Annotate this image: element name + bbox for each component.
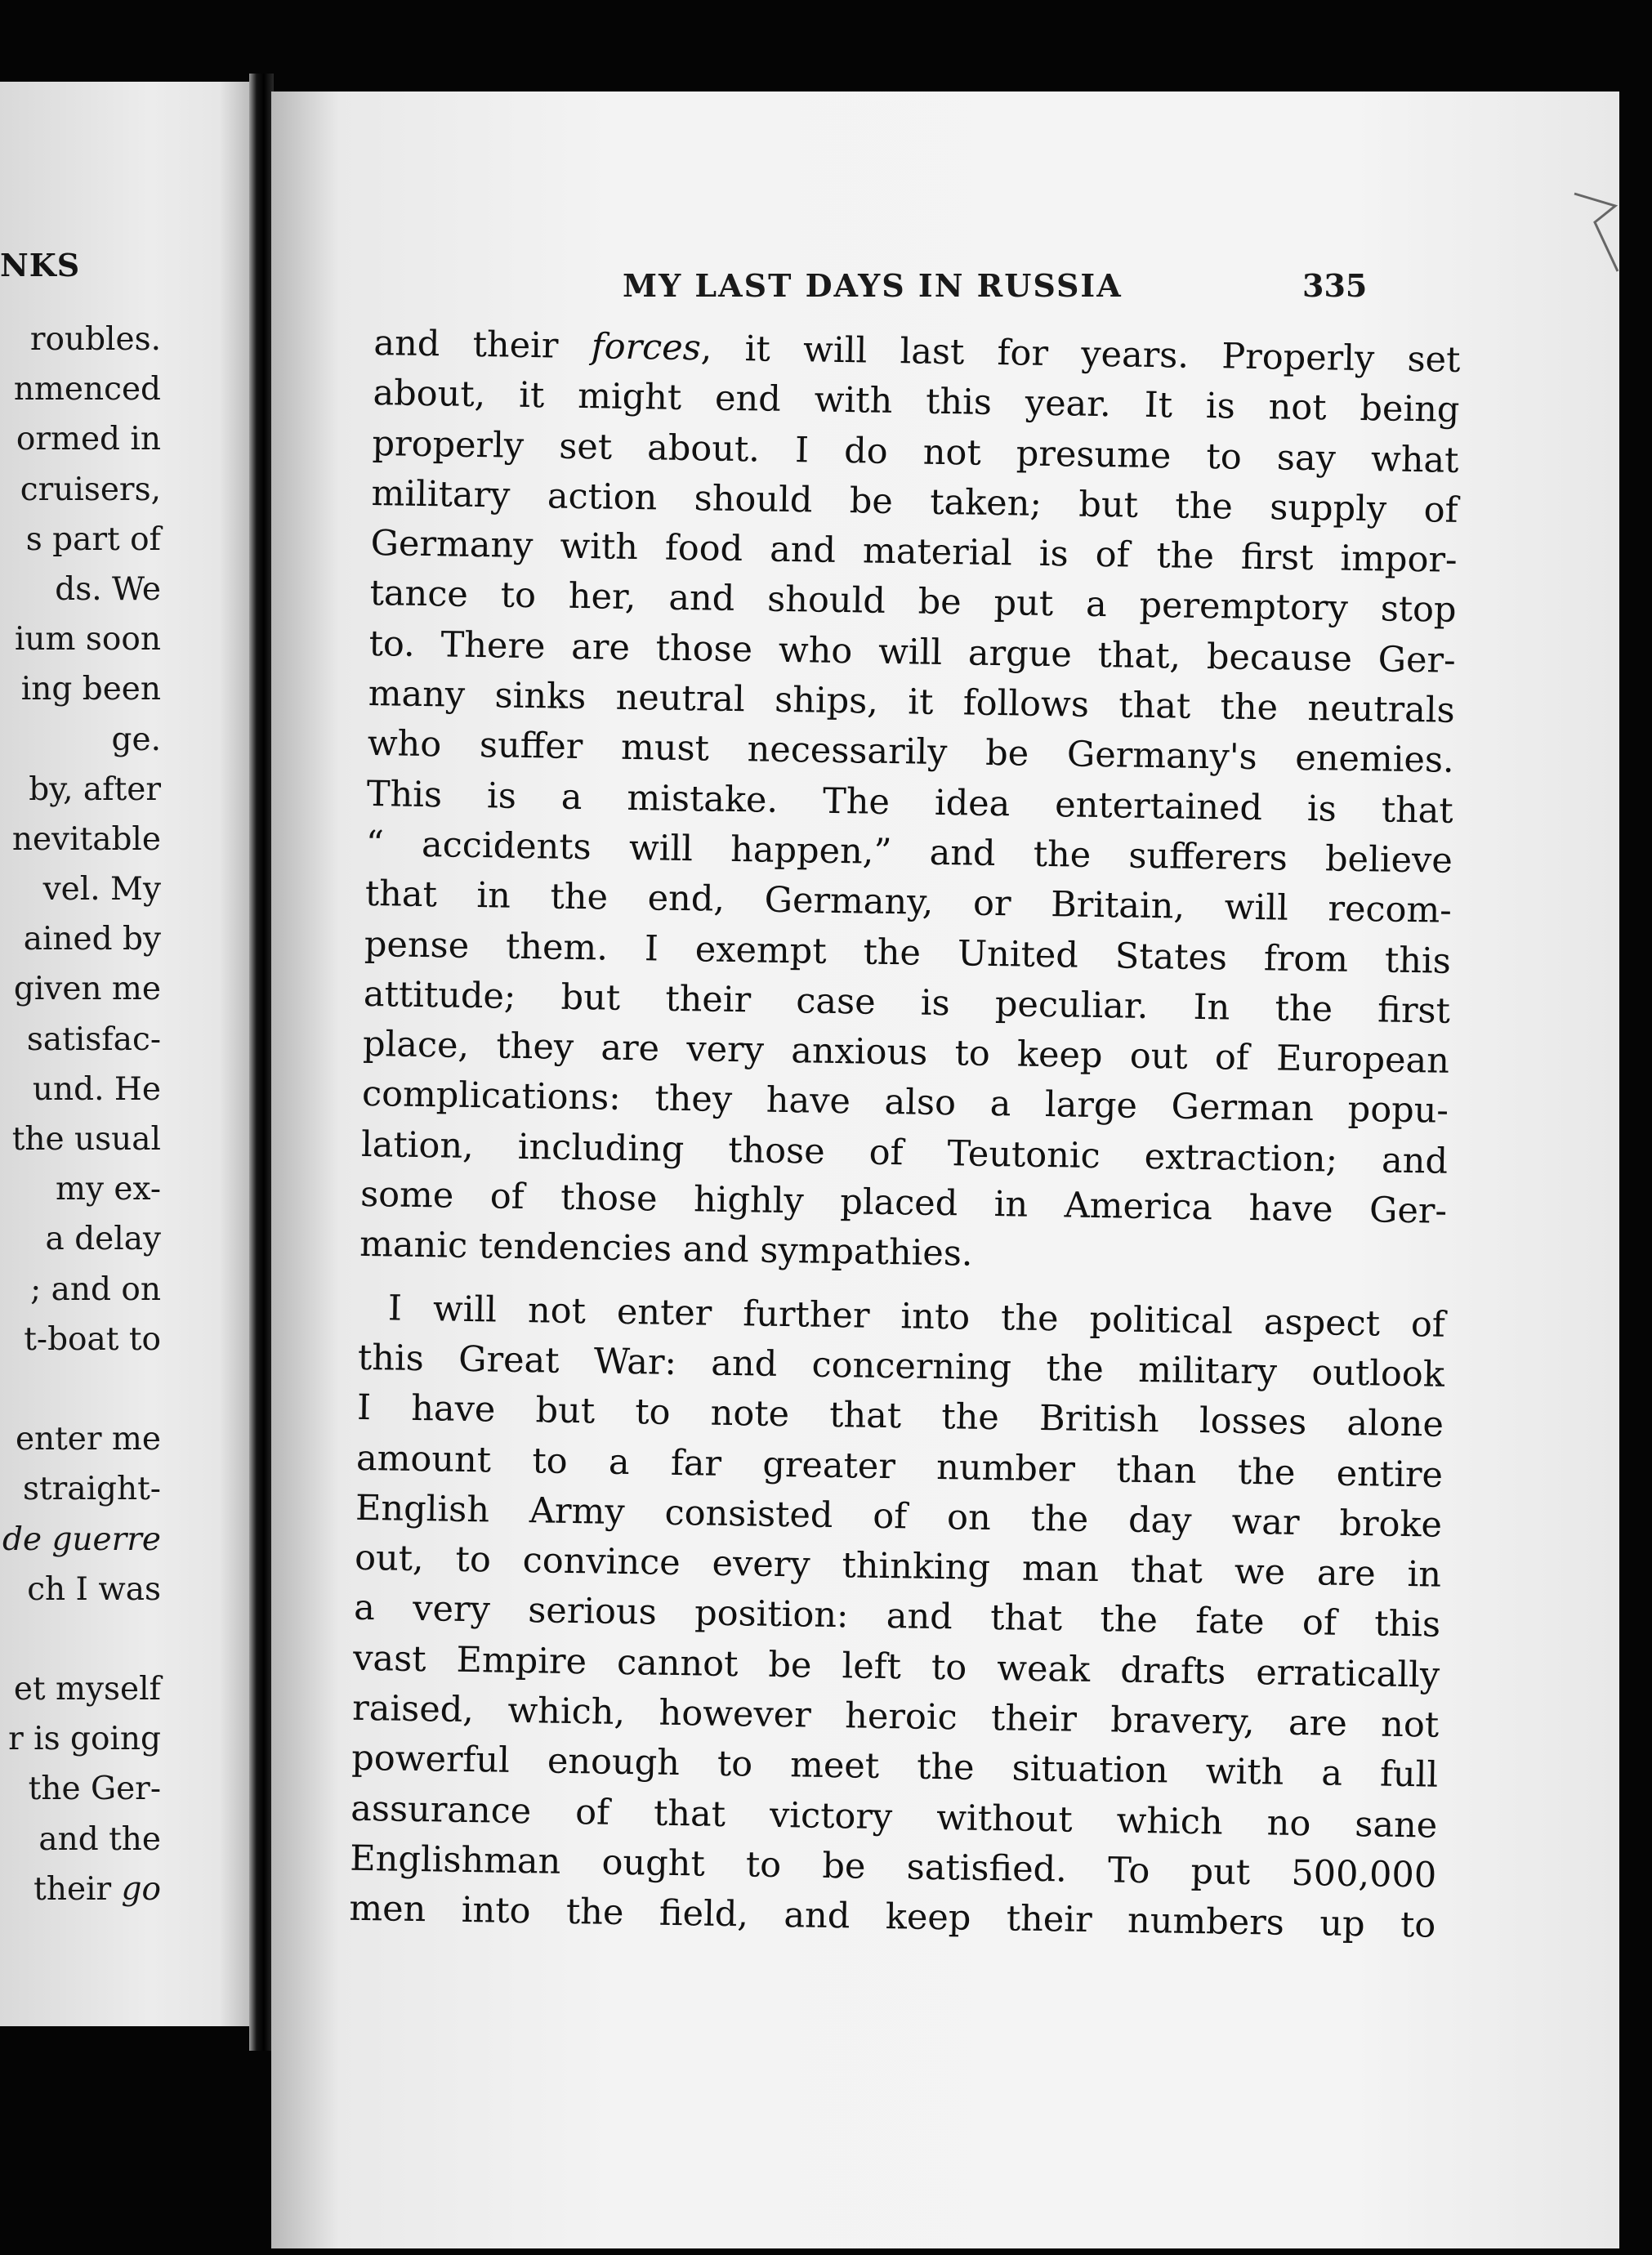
left-text-line: straight-: [23, 1471, 161, 1508]
left-text-line: a delay: [45, 1221, 161, 1258]
text-line: vast Empire cannot be left to weak drafts erratically: [352, 1637, 1440, 1696]
text-line: English Army consisted of on the day war broke: [355, 1487, 1443, 1546]
text-line: “ accidents will happen,” and the sufferers believe: [365, 823, 1453, 882]
page-number: 335: [1302, 267, 1368, 304]
text-line: this Great War: and concerning the military outlook: [357, 1337, 1445, 1395]
text-line: to. There are those who will argue that, because Ger-: [368, 623, 1456, 681]
text-line: military action should be taken; but the supply of: [371, 472, 1458, 531]
page-corner-mark: [1570, 190, 1619, 288]
text-line: tance to her, and should be put a peremptory stop: [369, 573, 1457, 632]
page-body: [349, 319, 1461, 1951]
italic-word: go: [121, 1870, 161, 1908]
text-line: assurance of that victory without which no sane: [350, 1788, 1438, 1846]
text-line: that in the end, Germany, or Britain, will recom-: [364, 873, 1453, 932]
left-text-line: ing been: [20, 671, 161, 708]
text-line: I have but to note that the British losses alone: [356, 1387, 1444, 1445]
left-text-line: roubles.: [29, 321, 161, 358]
left-text-line: de guerre: [2, 1520, 161, 1558]
paragraph-1: [359, 319, 1461, 1287]
text-line: attitude; but their case is peculiar. In the first: [363, 973, 1451, 1032]
left-text-line: enter me: [15, 1421, 161, 1458]
text-line: I will not enter further into the political aspect of: [387, 1288, 1446, 1346]
book-spine: [249, 74, 274, 2051]
left-text-line: et myself: [13, 1671, 161, 1708]
right-page: [271, 92, 1619, 2248]
text-line: who suffer must necessarily be Germany's enemies.: [367, 723, 1455, 782]
left-text-line: ; and on: [30, 1270, 161, 1308]
left-text-line: vel. My: [42, 871, 161, 909]
left-text-line: r is going: [8, 1721, 161, 1758]
text-line: out, to convince every thinking man that we are in: [354, 1537, 1442, 1596]
text-line: and their forces, it will last for years. Properly set: [373, 322, 1461, 381]
left-text-line: their go: [33, 1870, 161, 1908]
left-text-line: nmenced: [13, 371, 161, 409]
left-text-line: t-boat to: [24, 1320, 161, 1358]
left-text-line: ained by: [23, 921, 161, 958]
text-line: This is a mistake. The idea entertained is that: [366, 773, 1454, 832]
text-line: Englishman ought to be satisfied. To put 500,000: [350, 1837, 1437, 1896]
text-line: some of those highly placed in America have Ger-: [359, 1173, 1448, 1232]
left-text-line: ium soon: [14, 621, 161, 659]
text-line: pense them. I exempt the United States from this: [364, 923, 1452, 982]
left-running-head: NKS: [0, 247, 81, 284]
text-line: many sinks neutral ships, it follows that the neutrals: [368, 673, 1456, 731]
left-page-text: [0, 315, 161, 1914]
left-text-line: by, after: [29, 770, 161, 808]
text-line: raised, which, however heroic their bravery, are not: [351, 1687, 1440, 1746]
left-text-line: given me: [13, 971, 161, 1008]
text-line: properly set about. I do not presume to say what: [372, 422, 1459, 481]
left-text-line: s part of: [25, 520, 161, 558]
text-line: a very serious position: and that the fate of this: [353, 1587, 1441, 1646]
text-line: powerful enough to meet the situation with a full: [350, 1738, 1439, 1796]
left-page: [0, 82, 249, 2026]
text-line: lation, including those of Teutonic extraction; and: [360, 1123, 1449, 1182]
left-text-line: nevitable: [11, 820, 161, 858]
text-line: manic tendencies and sympathies.: [359, 1224, 973, 1275]
left-text-line: satisfac-: [26, 1020, 161, 1058]
italic-word: forces: [591, 326, 702, 369]
text-line: Germany with food and material is of the first impor-: [370, 523, 1458, 582]
text-line: men into the field, and keep their numbers up to: [349, 1887, 1436, 1946]
left-text-line: and the: [38, 1820, 161, 1858]
left-text-line: ge.: [111, 721, 161, 758]
running-head: MY LAST DAYS IN RUSSIA: [623, 267, 1123, 304]
left-text-line: my ex-: [56, 1171, 161, 1208]
text-line: place, they are very anxious to keep out of European: [362, 1024, 1450, 1082]
left-text-line: ch I was: [27, 1570, 161, 1608]
left-text-line: the Ger-: [28, 1771, 161, 1808]
paragraph-2: [349, 1283, 1445, 1951]
left-text-line: the usual: [11, 1121, 161, 1158]
text-line: complications: they have also a large German popu-: [361, 1074, 1449, 1132]
left-text-line: ds. We: [55, 570, 161, 608]
left-text-line: cruisers,: [20, 471, 161, 508]
paragraph-gap: [0, 1614, 161, 1664]
left-text-line: und. He: [32, 1070, 161, 1108]
text-line: about, it might end with this year. It is not being: [373, 373, 1460, 431]
paragraph-gap: [0, 1364, 161, 1414]
text-line: amount to a far greater number than the entire: [355, 1437, 1444, 1496]
left-text-line: ormed in: [16, 421, 161, 458]
